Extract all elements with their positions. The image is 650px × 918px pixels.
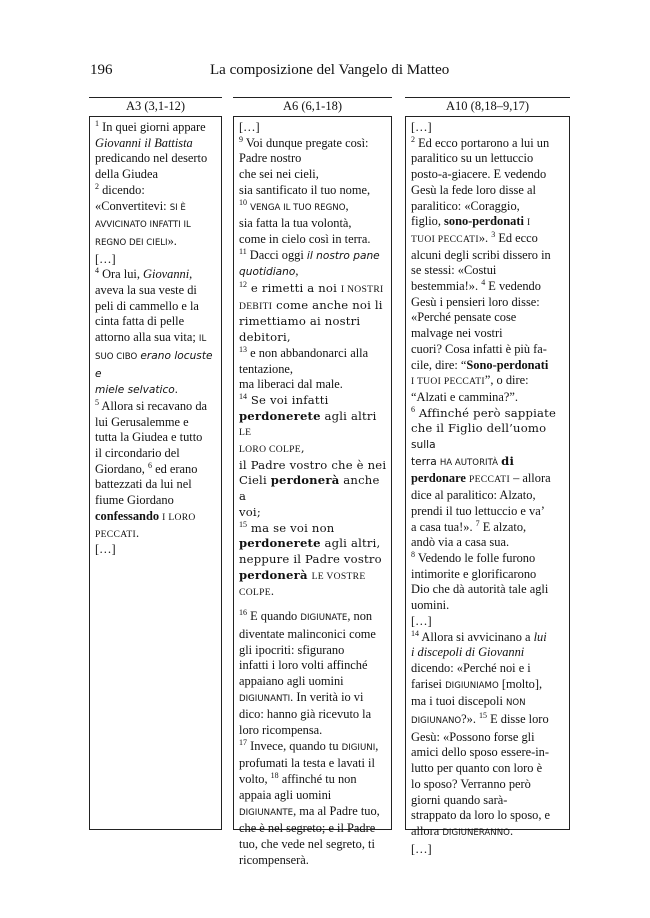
text-run: , aveva la sua veste di peli di cammello e la cinta fatta di pelle attorno alla sua vita; [95, 267, 199, 345]
text-run: , il Padre vostro che è nei Cieli [239, 441, 387, 488]
verse-number: 7 [475, 518, 480, 528]
text-run: Voi dunque pregate così: Padre nostro che sei nei cieli, sia santificato il tuo nome, [239, 135, 371, 197]
text-run: Ora lui, [99, 267, 144, 282]
verse-number: 3 [491, 229, 496, 239]
text-run: come anche noi li rimettiamo ai nostri debitori, [239, 297, 383, 345]
verse-number: 15 [239, 519, 247, 529]
text-run: quotidiano [239, 266, 296, 279]
text-run: Sono-perdonati [466, 357, 549, 372]
text-run: [molto], ma i tuoi discepoli [411, 676, 543, 709]
text-run: agli altri [320, 408, 377, 423]
text-run: I LORO [162, 511, 196, 523]
verse-number: 5 [95, 397, 99, 407]
verse-number: 13 [239, 344, 247, 354]
page-number: 196 [90, 62, 113, 78]
verse-number: 12 [239, 280, 247, 290]
text-run: TUOI PECCATI [411, 233, 479, 245]
text-run: il nostro pane [306, 249, 380, 262]
text-run: DIGIUNI [341, 742, 376, 753]
verse-number: 2 [95, 181, 99, 191]
verse-number: 18 [270, 771, 279, 781]
verse-number: 6 [148, 460, 152, 470]
text-run: – allora dice al paralitico: Alzato, prendi il tuo lettuccio e va’ a casa tua!». [411, 471, 551, 534]
text-run: dicendo: «Convertitevi: [95, 182, 167, 213]
text-run: . [270, 584, 274, 599]
text-run: erano locuste e [95, 349, 213, 380]
text-run: DIGIUNANO [411, 716, 462, 727]
text-run: COLPE [239, 587, 271, 599]
verse-number: 14 [411, 628, 419, 638]
passage-text [95, 120, 217, 558]
text-run: HA AUTORITÀ [439, 457, 499, 468]
text-run: ed erano battezzati da lui nel fiume Giordano [95, 461, 198, 508]
verse-number: 6 [411, 404, 415, 414]
text-run: Ed ecco alcuni degli scribi dissero in se stessi: «Costui bestemmia!». [411, 230, 551, 294]
text-run: SUO CIBO [95, 351, 138, 362]
text-run: ”, o dire: “Alzati e cammina?”. [411, 373, 529, 404]
text-run: […] [239, 120, 260, 134]
text-run: sulla [411, 439, 436, 452]
verse-number: 4 [481, 278, 486, 288]
text-run: Invece, quando tu [247, 738, 342, 753]
text-run: i discepoli di Giovanni [411, 645, 525, 660]
column-heading-a6: A6 (6,1-18) [233, 97, 392, 114]
verse-number: 11 [239, 246, 247, 256]
text-run: . [174, 382, 178, 397]
verse-number: 8 [411, 549, 415, 559]
text-run: Allora si avvicinano a [419, 629, 534, 644]
verse-number: 16 [239, 608, 247, 618]
text-run: SI È [169, 202, 186, 213]
text-run: affinché tu non appaia agli uomini [239, 772, 357, 802]
text-run: PECCATI [95, 528, 137, 540]
text-run: sono-perdonati [444, 214, 524, 229]
text-run: E vedendo Gesù i pensieri loro disse: «Perché pensate cose malvage nei vostri cuori? Cosa infatti è più fa- cile, dire: “ [411, 279, 547, 372]
text-run: DIGIUNANTI [239, 693, 291, 704]
text-run: In quei giorni appare [102, 120, 206, 134]
text-run: NON [505, 698, 526, 709]
column-text-a3 [89, 116, 222, 830]
text-run: lui [533, 629, 547, 644]
verse-number: 4 [95, 266, 99, 276]
text-run: e rimetti a noi [247, 281, 341, 296]
text-run: ». […] [95, 233, 177, 266]
text-run: I TUOI PECCATI [411, 376, 485, 388]
verse-number: 2 [411, 134, 415, 144]
text-run: , ma al Padre tuo, che è nel segreto; e il Padre tuo, che vede nel segreto, ti ricompenserà. [239, 803, 380, 867]
column-heading-a10: A10 (8,18–9,17) [405, 97, 570, 114]
text-run: . In verità io vi dico: hanno già ricevuto la loro ricompensa. [239, 689, 372, 738]
text-run: di [501, 453, 515, 468]
text-run: PECCATI [468, 474, 510, 486]
column-text-a6 [233, 116, 392, 867]
text-run: I NOSTRI [340, 284, 384, 296]
text-run: REGNO DEI CIELI [95, 237, 168, 248]
text-run: Dacci oggi [246, 247, 307, 262]
text-run: DIGIUNIAMO [445, 680, 499, 691]
text-run: DIGIUNANTE [239, 807, 294, 818]
text-run: DEBITI [239, 300, 273, 312]
text-run: LE [239, 427, 252, 439]
text-run: Giovanni [143, 267, 190, 282]
text-run: Ed ecco portarono a lui un paralitico su un lettuccio posto-a-giacere. E vedendo Gesù la fede loro disse al paralitico: «Coraggio, figlio, [411, 135, 550, 229]
text-run: agli altri, neppure il Padre vostro [239, 536, 382, 566]
passage-text [411, 120, 565, 857]
text-run: . […] [411, 823, 514, 856]
verse-number: 15 [479, 711, 488, 721]
verse-number: 17 [239, 737, 247, 747]
text-run: Giovanni il Battista [95, 135, 193, 150]
text-run: anche a voi; [239, 473, 380, 519]
text-run: DIGIUNERANNO [442, 827, 510, 838]
text-run: miele selvatico [95, 384, 175, 397]
text-run: AVVICINATO INFATTI IL [95, 220, 191, 231]
text-run: ». [478, 230, 492, 245]
text-run: […] [411, 120, 432, 134]
text-run: perdonerà [270, 473, 340, 488]
text-run: I [527, 217, 531, 229]
text-run: . […] [95, 525, 140, 557]
text-run: Se voi infatti [250, 392, 329, 407]
text-run: predicando nel deserto della Giudea [95, 151, 208, 182]
text-run: ma se voi non [250, 520, 335, 535]
column-text-a10 [405, 116, 570, 856]
text-run: DIGIUNATE [300, 613, 348, 624]
text-run: perdonerete [239, 536, 321, 551]
text-run: Vedendo le folle furono intimorite e glorificarono Dio che dà autorità tale agli uomini. […] [411, 550, 549, 628]
text-run: , [295, 264, 299, 279]
text-run: , sia fatta la tua volontà, come in cielo così in terra. [239, 198, 371, 246]
text-run: VENGA IL TUO REGNO [250, 202, 346, 213]
text-run: perdonare [411, 471, 466, 486]
text-run: E alzato, andò via a casa sua. [411, 519, 527, 550]
text-run: dicendo: «Perché noi e i farisei [411, 660, 531, 691]
paragraph-gap [239, 601, 387, 609]
verse-number: 9 [239, 134, 243, 144]
passage-text [239, 120, 387, 868]
text-run: perdonerete [239, 408, 321, 423]
verse-number: 14 [239, 391, 247, 401]
verse-number: 1 [95, 119, 99, 128]
text-run: E disse loro Gesù: «Possono forse gli amici dello sposo essere-in- lutto per quanto con loro è lo sposo? Verranno però giorni quando sarà- strappato da loro lo sposo, e allora [411, 712, 551, 838]
column-heading-a3: A3 (3,1-12) [89, 97, 222, 114]
text-run: , non diventate malinconici come gli ipocriti: sfigurano infatti i loro volti affinché appaiano agli uomini [239, 609, 376, 688]
text-run: IL [198, 334, 207, 345]
page-header [90, 62, 570, 82]
text-run: perdonerà [239, 567, 308, 582]
text-run: Affinché però sappiate che il Figlio dell’uomo [411, 405, 557, 436]
verse-number: 10 [239, 197, 247, 207]
text-run: ?». [461, 712, 480, 727]
text-run: E quando [247, 609, 301, 624]
text-run: , profumati la testa e lavati il volto, [239, 738, 379, 787]
running-title: La composizione del Vangelo di Matteo [210, 62, 450, 78]
text-run: e non abbandonarci alla tentazione, ma liberaci dal male. [239, 345, 369, 392]
text-run: Allora si recavano da lui Gerusalemme e tutta la Giudea e tutto il circondario del Giordano, [95, 398, 208, 476]
text-run: terra [411, 455, 437, 468]
text-run: LE VOSTRE [311, 570, 366, 582]
text-run: LORO COLPE [239, 444, 301, 456]
text-run: confessando [95, 508, 160, 523]
